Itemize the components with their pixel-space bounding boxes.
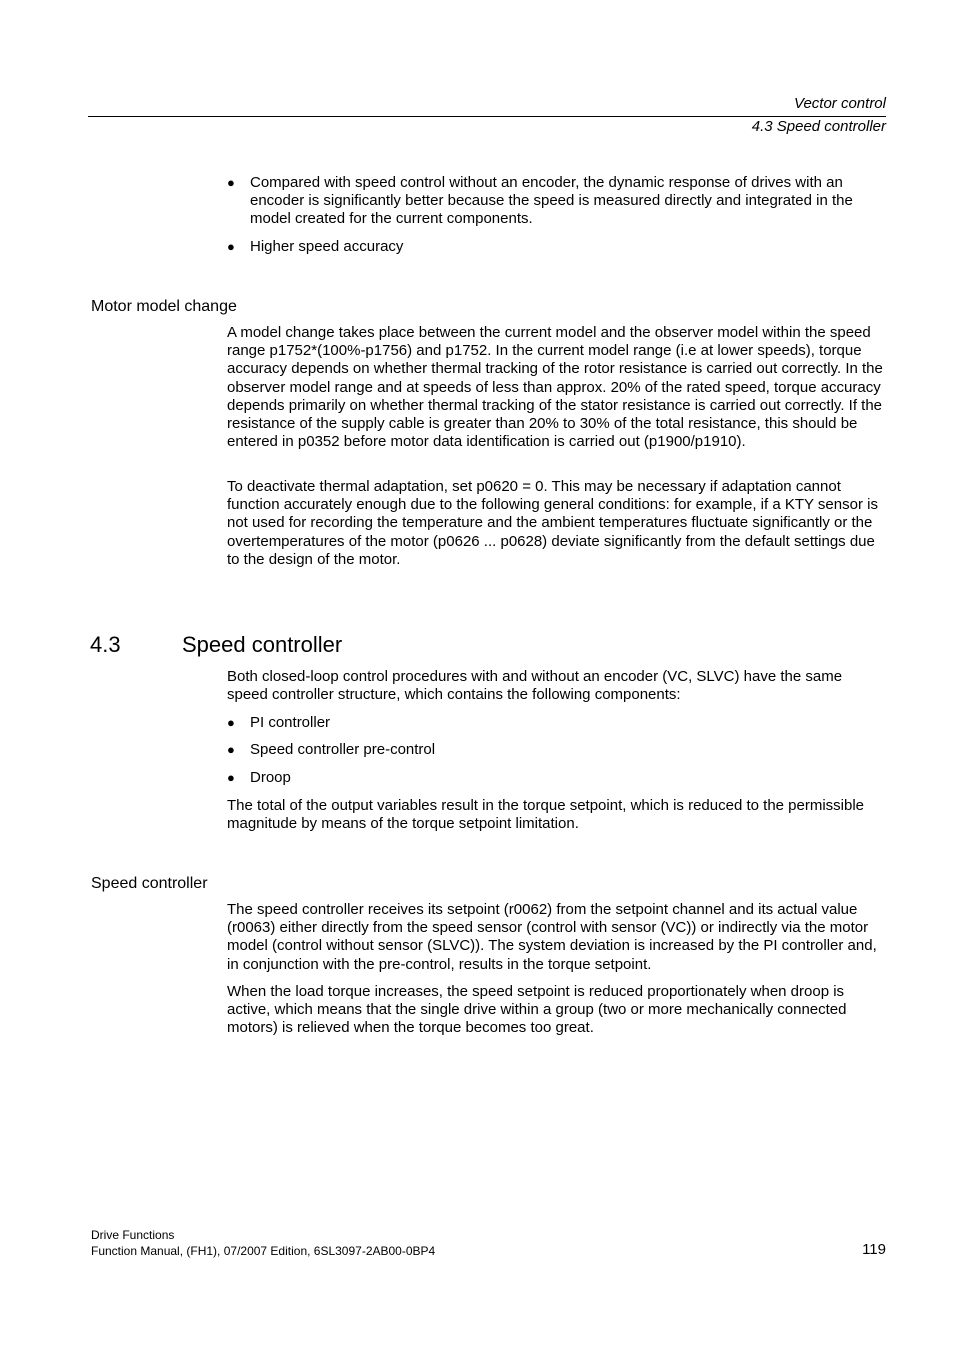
paragraph: To deactivate thermal adaptation, set p0620 = 0. This may be necessary if adaptation cannot function accurately enough due to the following general conditions: for example, if a KTY sensor is not used for recording the temperature and the ambient temperatures fluctuate significantly or the overtemperatures of the motor (p0626 ... p0628) deviate significantly from the default settings due to the design of the motor. [227, 478, 878, 568]
list-item-text: Higher speed accuracy [250, 238, 404, 255]
section-number: 4.3 [90, 632, 121, 657]
list-item [227, 238, 887, 256]
bullet-icon: ● [227, 715, 235, 730]
subheading-motor-model-change: Motor model change [91, 298, 237, 315]
header-section: 4.3 Speed controller [751, 118, 886, 135]
paragraph: When the load torque increases, the speed setpoint is reduced proportionately when droop is active, which means that the single drive within a group (two or more mechanically connected motors) is relieved when the torque becomes too great. [227, 983, 847, 1037]
list-item-text: PI controller [250, 714, 331, 731]
paragraph: Both closed-loop control procedures with and without an encoder (VC, SLVC) have the same speed controller structure, which contains the following components: [227, 668, 843, 704]
header-chapter: Vector control [794, 95, 886, 112]
paragraph: The speed controller receives its setpoint (r0062) from the setpoint channel and its actual value (r0063) either directly from the speed sensor (control with sensor (VC)) or indirectly via the motor model (control without sensor (SLVC)). The system deviation is increased by the PI controller and, in conjunction with the pre-control, results in the torque setpoint. [227, 901, 877, 973]
page-number: 119 [862, 1241, 886, 1258]
section-title: Speed controller [182, 632, 343, 657]
bullet-icon: ● [227, 770, 235, 785]
list-item-text: Droop [250, 769, 291, 786]
paragraph: The total of the output variables result in the torque setpoint, which is reduced to the permissible magnitude by means of the torque setpoint limitation. [227, 797, 865, 833]
paragraph: A model change takes place between the current model and the observer model within the speed range p1752*(100%-p1756) and p1752. In the current model range (i.e at lower speeds), torque accuracy depends on whether thermal tracking of the rotor resistance is carried out correctly. In the observer model range and at speeds of less than approx. 20% of the rated speed, torque accuracy depends primarily on whether thermal tracking of the stator resistance is carried out correctly. If the resistance of the supply cable is greater than 20% to 30% of the total resistance, this should be entered in p0352 before motor data identification is carried out (p1900/p1910). [227, 324, 883, 451]
list-item [227, 174, 887, 229]
subheading-speed-controller: Speed controller [91, 875, 208, 892]
footer-title: Drive Functions [91, 1228, 175, 1242]
list-item-text: Speed controller pre-control [250, 741, 436, 758]
bullet-icon: ● [227, 742, 235, 757]
list-item [227, 714, 887, 732]
list-item [227, 741, 887, 759]
list-item-text: Compared with speed control without an encoder, the dynamic response of drives with an encoder is significantly better because the speed is measured directly and integrated in the model created for the current components. [250, 174, 853, 228]
bullet-icon: ● [227, 239, 235, 254]
bullet-icon: ● [227, 175, 235, 190]
footer-edition: Function Manual, (FH1), 07/2007 Edition, 6SL3097-2AB00-0BP4 [91, 1244, 436, 1258]
list-item [227, 769, 887, 787]
